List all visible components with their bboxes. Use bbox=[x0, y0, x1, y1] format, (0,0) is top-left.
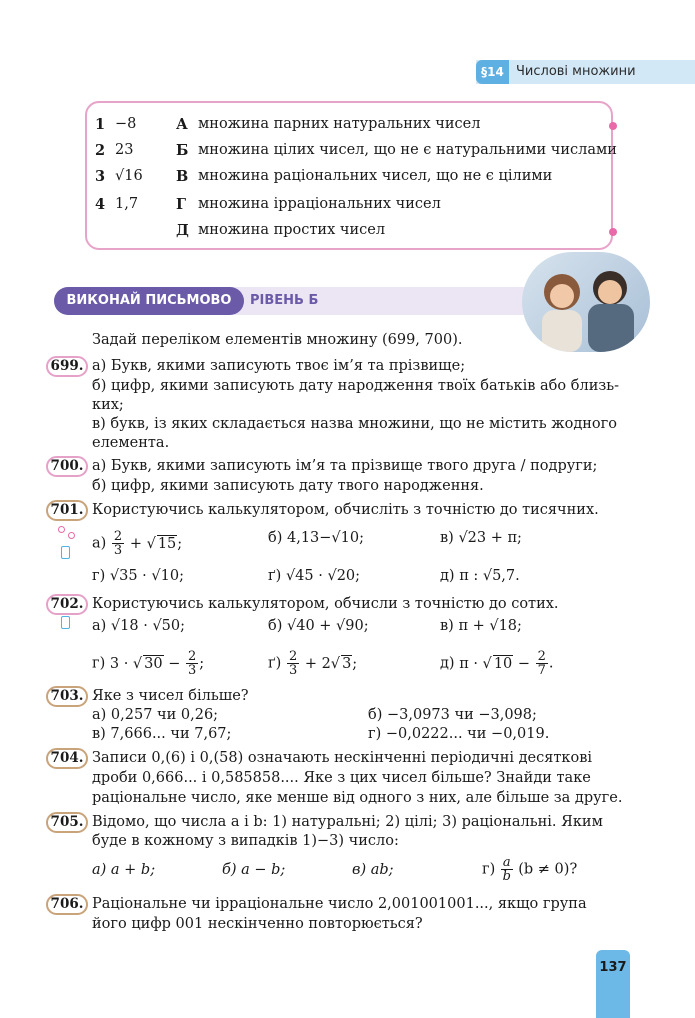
item-705b: б) a − b; bbox=[222, 862, 286, 878]
item-705d: г) $\frac{a}{b}$ (b ≠ 0)? bbox=[482, 855, 578, 884]
exercise-line: ких; bbox=[92, 397, 124, 413]
exercise-line: г) −0,0222... чи −0,019. bbox=[368, 726, 550, 742]
exercise-line: б) цифр, якими записують дату народження твоїх батьків або близь- bbox=[92, 378, 620, 394]
exercise-line: елемента. bbox=[92, 435, 170, 451]
calculator-icon bbox=[61, 616, 70, 629]
calculator-icon bbox=[61, 546, 70, 559]
exercise-line: в) 7,666... чи 7,67; bbox=[92, 726, 232, 742]
exercise-number: 702. bbox=[46, 594, 88, 615]
exercise-line: його цифр 001 нескінченно повторюється? bbox=[92, 916, 423, 932]
exercise-line: а) Букв, якими записують ім’я та прізвище твого друга / подруги; bbox=[92, 458, 598, 474]
exercise-line: буде в кожному з випадків 1)−3) число: bbox=[92, 833, 399, 849]
students-photo bbox=[522, 252, 650, 352]
item-705c: в) ab; bbox=[352, 862, 394, 878]
exercise-line: Записи 0,(6) і 0,(58) означають нескінченні періодичні десяткові bbox=[92, 750, 593, 766]
item-702d: г) 3 · √ 30 − $\frac{2}{3}$ ; bbox=[92, 649, 205, 678]
exercise-number: 699. bbox=[46, 356, 88, 377]
exercise-line: Відомо, що числа a і b: 1) натуральні; 2) цілі; 3) раціональні. Яким bbox=[92, 814, 603, 830]
exercise-number: 701. bbox=[46, 500, 88, 521]
exercise-line: Раціональне чи ірраціональне число 2,001001001..., якщо група bbox=[92, 896, 587, 912]
section-badge: §14 bbox=[476, 60, 509, 84]
item-702b: б) √40 + √90; bbox=[268, 618, 369, 634]
exercise-number: 700. bbox=[46, 456, 88, 477]
page-number: 137 bbox=[596, 950, 630, 1018]
item-702e: ґ) $\frac{2}{3}$ + 2√ 3; bbox=[268, 649, 358, 678]
exercise-line: Користуючись калькулятором, обчисли з точністю до сотих. bbox=[92, 596, 559, 612]
item-701a: а) $\frac{2}{3}$ + √ 15; bbox=[92, 529, 183, 558]
exercise-line: в) букв, із яких складається назва множини, що не містить жодного bbox=[92, 416, 617, 432]
item-702f: д) π · √ 10 − $\frac{2}{7}$ . bbox=[440, 649, 554, 678]
item-701d: г) √35 · √10; bbox=[92, 568, 184, 584]
item-702a: а) √18 · √50; bbox=[92, 618, 186, 634]
item-701f: д) π : √5,7. bbox=[440, 568, 520, 584]
item-702c: в) π + √18; bbox=[440, 618, 522, 634]
item-701c: в) √23 + π; bbox=[440, 530, 522, 546]
item-701b: б) 4,13−√10; bbox=[268, 530, 365, 546]
section-title: Числові множини bbox=[516, 64, 636, 79]
gear-icon bbox=[68, 532, 75, 539]
exercise-line: б) −3,0973 чи −3,098; bbox=[368, 707, 537, 723]
banner-level-label: РІВЕНЬ Б bbox=[250, 293, 319, 308]
exercise-line: Користуючись калькулятором, обчисліть з точністю до тисячних. bbox=[92, 502, 599, 518]
exercise-number: 703. bbox=[46, 686, 88, 707]
exercise-number: 706. bbox=[46, 894, 88, 915]
intro-text: Задай переліком елементів множину (699, 700). bbox=[92, 332, 463, 348]
exercise-number: 704. bbox=[46, 748, 88, 769]
exercise-line: Яке з чисел більше? bbox=[92, 688, 249, 704]
item-705a: а) a + b; bbox=[92, 862, 156, 878]
banner-task-label: ВИКОНАЙ ПИСЬМОВО bbox=[54, 287, 244, 315]
item-701e: ґ) √45 · √20; bbox=[268, 568, 361, 584]
decor-dot bbox=[609, 228, 617, 236]
exercise-line: б) цифр, якими записують дату твого народження. bbox=[92, 478, 484, 494]
exercise-line: а) Букв, якими записують твоє ім’я та прізвище; bbox=[92, 358, 466, 374]
exercise-number: 705. bbox=[46, 812, 88, 833]
decor-dot bbox=[609, 122, 617, 130]
exercise-line: раціональне число, яке менше від одного з них, але більше за друге. bbox=[92, 790, 623, 806]
exercise-line: дроби 0,666... і 0,585858.... Яке з цих чисел більше? Знайди таке bbox=[92, 770, 591, 786]
gear-icon bbox=[58, 526, 65, 533]
exercise-line: а) 0,257 чи 0,26; bbox=[92, 707, 219, 723]
